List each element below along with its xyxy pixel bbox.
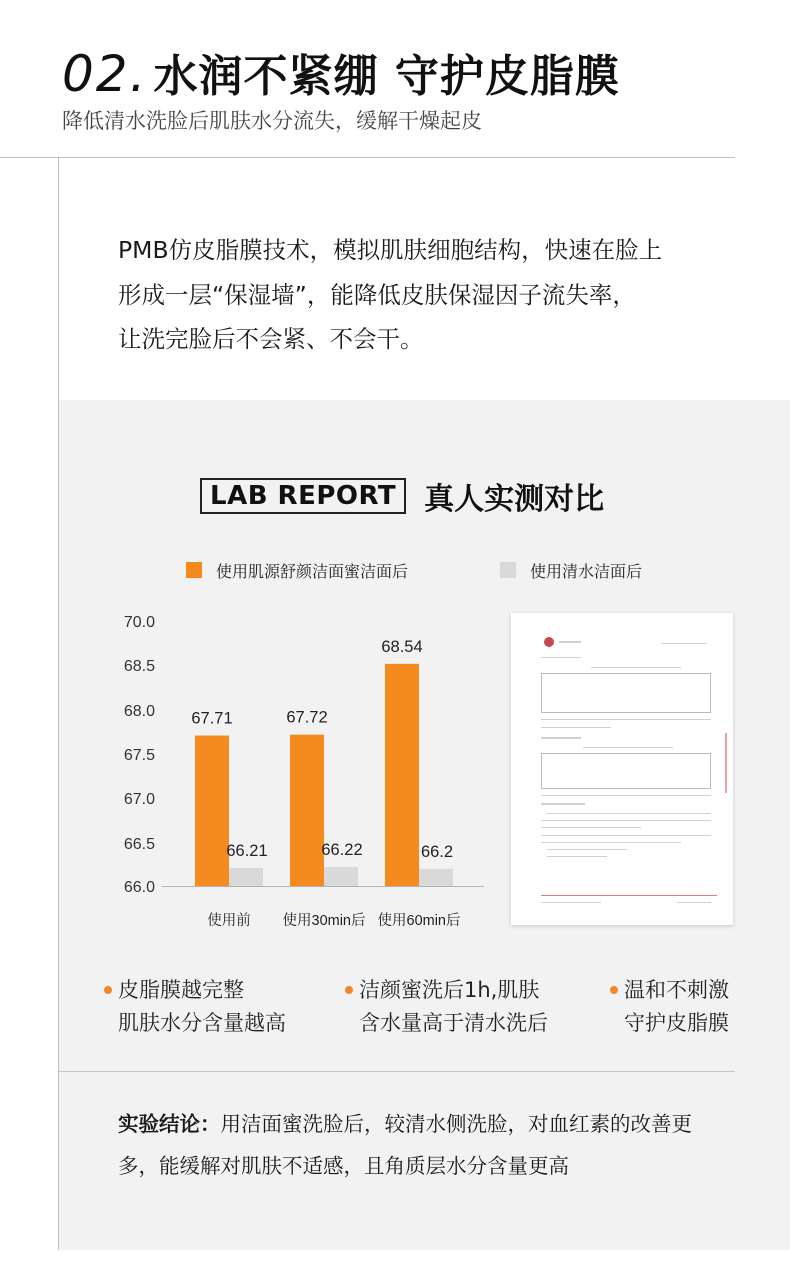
doc-text-line [541,820,711,821]
doc-text-line [541,835,711,836]
bullet-dot-icon [345,986,353,994]
conclusion-line: 多，能缓解对肌肤不适感，且角质层水分含量更高 [118,1154,569,1178]
section-title: 水润不紧绷 守护皮脂膜 [153,51,620,102]
conclusion-divider [59,1071,735,1072]
doc-text-line [541,902,601,903]
doc-text-line [541,827,641,828]
doc-text-line [541,657,581,658]
y-tick-label: 67.5 [123,747,155,764]
bullet-dot-icon [610,986,618,994]
bullet-line: 洁颜蜜洗后1h,肌肤 [359,978,540,1002]
doc-text-line [677,902,711,903]
doc-stamp-mark [725,733,727,793]
doc-text-line [559,641,581,643]
y-tick-label: 66.5 [123,836,155,853]
doc-text-line [547,813,711,814]
y-tick-label: 68.0 [123,703,155,720]
data-label: 66.21 [226,841,268,860]
y-tick-label: 66.0 [123,879,155,896]
doc-table [541,673,711,713]
doc-text-line [541,795,711,796]
section-number: 02. [62,45,148,103]
bullet-line: 温和不刺激 [624,978,729,1002]
legend-label: 使用清水洁面后 [530,561,643,581]
x-tick-label: 使用前 [207,913,251,929]
doc-table [541,753,711,789]
intro-line: 形成一层“保湿墙”，能降低皮肤保湿因子流失率， [118,280,636,309]
intro-line: PMB仿皮脂膜技术，模拟肌肤细胞结构，快速在脸上 [118,236,663,264]
intro-line: 让洗完脸后不会紧、不会干。 [118,325,424,353]
bullet-point [624,974,729,1040]
y-tick-label: 68.5 [123,658,155,675]
legend-label: 使用肌源舒颜洁面蜜洁面后 [216,561,409,581]
lab-heading: 真人实测对比 [424,482,605,517]
doc-text-line [583,747,673,748]
bullet-point [359,974,548,1040]
x-tick-label: 使用30min后 [282,913,366,929]
bullet-line: 皮脂膜越完整 [118,978,244,1002]
bullet-point [118,974,286,1040]
bullet-dot-icon [104,986,112,994]
doc-text-line [541,842,681,843]
data-label: 68.54 [381,637,423,656]
doc-text-line [541,727,611,728]
bar-product [290,735,324,886]
bar-product [195,736,229,886]
section-subtitle: 降低清水洗脸后肌肤水分流失，缓解干燥起皮 [62,109,482,133]
lab-report-document [511,613,733,925]
doc-text-line [591,667,681,668]
conclusion-label: 实验结论： [118,1112,221,1136]
y-tick-label: 67.0 [123,791,155,808]
doc-text-line [661,643,707,644]
conclusion-line [118,1103,748,1145]
conclusion-paragraph [118,1103,748,1187]
bar-water [229,868,263,886]
data-label: 66.22 [321,841,363,860]
y-tick-label: 70.0 [123,614,155,631]
data-label: 66.2 [420,842,454,861]
conclusion-text: 用洁面蜜洗脸后，较清水侧洗脸，对血红素的改善更 [220,1112,692,1136]
lab-report-badge: LAB REPORT [200,478,406,514]
data-label: 67.72 [286,708,328,727]
doc-text-line [547,856,607,857]
bullet-line: 肌肤水分含量越高 [118,1011,286,1035]
data-label: 67.71 [191,709,233,728]
bullet-line: 守护皮脂膜 [624,1011,729,1035]
doc-text-line [541,719,711,720]
x-tick-label: 使用60min后 [377,913,461,929]
bar-water [419,869,453,886]
doc-text-line [541,737,581,739]
bullet-line: 含水量高于清水洗后 [359,1011,548,1035]
doc-footer-rule [541,895,717,896]
report-logo-icon [544,637,554,647]
bar-water [324,867,358,886]
bar-product [385,664,419,886]
doc-text-line [541,803,585,805]
doc-text-line [547,849,627,850]
